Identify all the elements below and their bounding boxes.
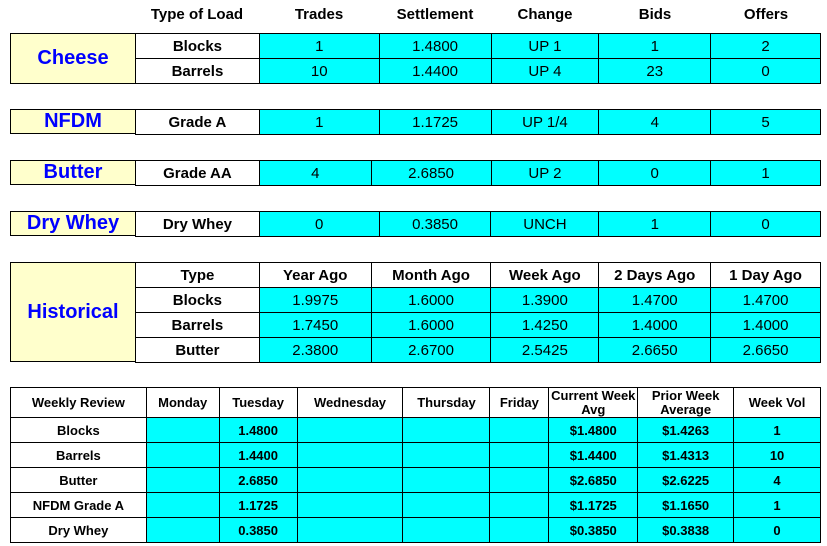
prior-week-avg-cell: $2.6225 — [638, 468, 734, 493]
change-cell: UNCH — [491, 212, 599, 237]
current-week-avg-cell: $1.1725 — [549, 493, 638, 518]
bids-cell: 4 — [599, 110, 711, 135]
current-week-avg-cell: $1.4800 — [549, 418, 638, 443]
table-row — [136, 110, 821, 135]
cheese-label: Cheese — [10, 33, 136, 84]
historical-label: Historical — [10, 262, 136, 362]
settlement-cell: 1.4800 — [379, 34, 491, 59]
value-cell: 1.4000 — [599, 313, 711, 338]
butter-label: Butter — [10, 160, 136, 185]
column-header: Weekly Review — [11, 388, 147, 418]
bids-cell: 1 — [599, 212, 711, 237]
value-cell: 1.7450 — [259, 313, 371, 338]
thursday-cell — [403, 468, 490, 493]
butter-table — [135, 160, 821, 186]
settlement-cell: 1.1725 — [379, 110, 491, 135]
current-week-avg-cell: $1.4400 — [549, 443, 638, 468]
type-cell: Grade AA — [136, 161, 260, 186]
column-header: Week Vol — [734, 388, 821, 418]
table-row — [11, 468, 821, 493]
tuesday-cell: 1.1725 — [219, 493, 297, 518]
trades-cell: 1 — [259, 110, 379, 135]
column-header: Friday — [490, 388, 549, 418]
table-row — [136, 313, 821, 338]
settlement-cell: 2.6850 — [371, 161, 491, 186]
row-label: NFDM Grade A — [11, 493, 147, 518]
thursday-cell — [403, 443, 490, 468]
value-cell: 2.6650 — [599, 338, 711, 363]
bids-cell: 1 — [599, 34, 711, 59]
monday-cell — [146, 468, 219, 493]
friday-cell — [490, 418, 549, 443]
column-header: 1 Day Ago — [711, 263, 821, 288]
friday-cell — [490, 518, 549, 543]
drywhey-table — [135, 211, 821, 237]
column-header: Monday — [146, 388, 219, 418]
tuesday-cell: 2.6850 — [219, 468, 297, 493]
value-cell: 2.5425 — [491, 338, 599, 363]
change-cell: UP 1 — [491, 34, 599, 59]
current-week-avg-cell: $0.3850 — [549, 518, 638, 543]
value-cell: 1.6000 — [371, 288, 491, 313]
change-cell: UP 1/4 — [491, 110, 599, 135]
thursday-cell — [403, 493, 490, 518]
bids-cell: 23 — [599, 59, 711, 84]
thursday-cell — [403, 518, 490, 543]
value-cell: 1.4700 — [711, 288, 821, 313]
table-row — [136, 338, 821, 363]
tuesday-cell: 0.3850 — [219, 518, 297, 543]
row-label: Butter — [11, 468, 147, 493]
column-header: Current Week Avg — [549, 388, 638, 418]
wednesday-cell — [297, 518, 403, 543]
value-cell: 2.6700 — [371, 338, 491, 363]
monday-cell — [146, 518, 219, 543]
row-label: Blocks — [11, 418, 147, 443]
column-header: Week Ago — [491, 263, 599, 288]
trades-cell: 1 — [259, 34, 379, 59]
column-header: Tuesday — [219, 388, 297, 418]
column-header: Type — [136, 263, 260, 288]
type-cell: Dry Whey — [136, 212, 260, 237]
table-row — [136, 59, 821, 84]
change-cell: UP 2 — [491, 161, 599, 186]
header-trades: Trades — [294, 6, 344, 23]
table-row — [136, 161, 821, 186]
friday-cell — [490, 443, 549, 468]
table-row — [11, 493, 821, 518]
nfdm-table — [135, 109, 821, 135]
type-cell: Barrels — [136, 59, 260, 84]
trades-cell: 10 — [259, 59, 379, 84]
header-bids: Bids — [638, 6, 672, 23]
value-cell: 1.6000 — [371, 313, 491, 338]
week-vol-cell: 1 — [734, 418, 821, 443]
prior-week-avg-cell: $1.1650 — [638, 493, 734, 518]
value-cell: 2.3800 — [259, 338, 371, 363]
monday-cell — [146, 443, 219, 468]
type-cell: Grade A — [136, 110, 260, 135]
column-header: Thursday — [403, 388, 490, 418]
header-offers: Offers — [743, 6, 789, 23]
weekly-review-table — [10, 387, 821, 543]
wednesday-cell — [297, 493, 403, 518]
table-row — [11, 518, 821, 543]
value-cell: 1.4000 — [711, 313, 821, 338]
week-vol-cell: 1 — [734, 493, 821, 518]
column-header: Prior Week Average — [638, 388, 734, 418]
prior-week-avg-cell: $0.3838 — [638, 518, 734, 543]
bids-cell: 0 — [599, 161, 711, 186]
value-cell: 1.4700 — [599, 288, 711, 313]
offers-cell: 2 — [711, 34, 821, 59]
type-cell: Blocks — [136, 288, 260, 313]
table-row — [136, 34, 821, 59]
thursday-cell — [403, 418, 490, 443]
tuesday-cell: 1.4400 — [219, 443, 297, 468]
row-label: Dry Whey — [11, 518, 147, 543]
header-type-of-load: Type of Load — [150, 6, 244, 23]
wednesday-cell — [297, 418, 403, 443]
column-header: Wednesday — [297, 388, 403, 418]
prior-week-avg-cell: $1.4313 — [638, 443, 734, 468]
monday-cell — [146, 493, 219, 518]
wednesday-cell — [297, 468, 403, 493]
nfdm-label: NFDM — [10, 109, 136, 134]
settlement-cell: 1.4400 — [379, 59, 491, 84]
table-row — [136, 212, 821, 237]
offers-cell: 0 — [711, 59, 821, 84]
change-cell: UP 4 — [491, 59, 599, 84]
header-change: Change — [517, 6, 573, 23]
table-row — [11, 443, 821, 468]
table-row — [136, 288, 821, 313]
column-header: Month Ago — [371, 263, 491, 288]
tuesday-cell: 1.4800 — [219, 418, 297, 443]
table-header-row — [136, 263, 821, 288]
header-settlement: Settlement — [396, 6, 474, 23]
value-cell: 1.9975 — [259, 288, 371, 313]
trades-cell: 4 — [259, 161, 371, 186]
type-cell: Barrels — [136, 313, 260, 338]
week-vol-cell: 4 — [734, 468, 821, 493]
value-cell: 2.6650 — [711, 338, 821, 363]
value-cell: 1.3900 — [491, 288, 599, 313]
friday-cell — [490, 468, 549, 493]
prior-week-avg-cell: $1.4263 — [638, 418, 734, 443]
column-header: 2 Days Ago — [599, 263, 711, 288]
type-cell: Blocks — [136, 34, 260, 59]
value-cell: 1.4250 — [491, 313, 599, 338]
wednesday-cell — [297, 443, 403, 468]
friday-cell — [490, 493, 549, 518]
cheese-table — [135, 33, 821, 84]
drywhey-label: Dry Whey — [10, 211, 136, 236]
offers-cell: 5 — [711, 110, 821, 135]
row-label: Barrels — [11, 443, 147, 468]
settlement-cell: 0.3850 — [379, 212, 491, 237]
table-header-row — [11, 388, 821, 418]
week-vol-cell: 10 — [734, 443, 821, 468]
current-week-avg-cell: $2.6850 — [549, 468, 638, 493]
monday-cell — [146, 418, 219, 443]
table-row — [11, 418, 821, 443]
trades-cell: 0 — [259, 212, 379, 237]
column-header: Year Ago — [259, 263, 371, 288]
offers-cell: 0 — [711, 212, 821, 237]
week-vol-cell: 0 — [734, 518, 821, 543]
type-cell: Butter — [136, 338, 260, 363]
offers-cell: 1 — [711, 161, 821, 186]
historical-table — [135, 262, 821, 363]
